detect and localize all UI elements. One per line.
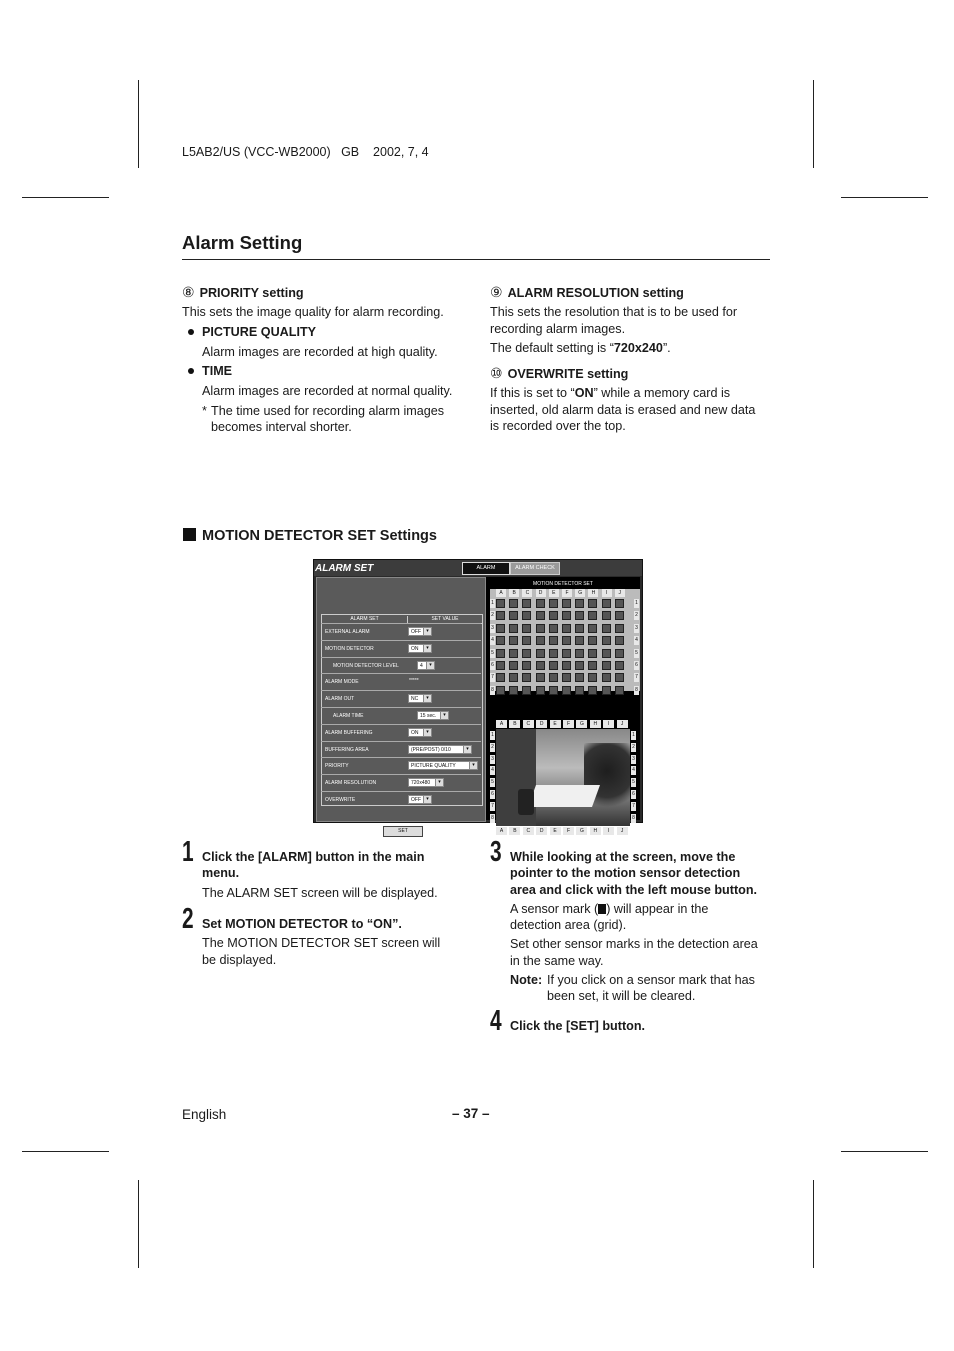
crop-mark bbox=[22, 197, 109, 198]
grid-column-label: D bbox=[536, 589, 546, 597]
step-desc: be displayed. bbox=[202, 952, 277, 967]
preview-column-label: B bbox=[509, 720, 520, 728]
setting-label: ALARM RESOLUTION bbox=[325, 780, 377, 787]
detection-cell[interactable] bbox=[536, 599, 545, 608]
preview-row-label: 6 bbox=[491, 791, 494, 797]
setting-value: 720x480 bbox=[411, 780, 431, 787]
setting-select[interactable] bbox=[408, 745, 472, 754]
crop-mark bbox=[138, 1180, 139, 1268]
setting-label: BUFFERING AREA bbox=[325, 746, 369, 753]
detection-cell[interactable] bbox=[549, 611, 558, 620]
alarm-settings-panel bbox=[316, 577, 486, 834]
step-title: menu. bbox=[202, 866, 240, 881]
grid-row-label: 7 bbox=[491, 674, 494, 681]
detection-cell[interactable] bbox=[549, 624, 558, 633]
motion-detector-label: MOTION DETECTOR SET bbox=[533, 581, 593, 587]
grid-column-label: J bbox=[615, 589, 625, 597]
detection-cell[interactable] bbox=[549, 661, 558, 670]
item-number: ⑨ bbox=[490, 284, 503, 300]
detection-cell[interactable] bbox=[602, 599, 611, 608]
option-picture-quality: PICTURE QUALITY bbox=[182, 324, 472, 340]
detection-cell[interactable] bbox=[509, 611, 518, 620]
setting-value: NC bbox=[411, 696, 419, 703]
chevron-down-icon: ▾ bbox=[423, 645, 431, 652]
note-line: The time used for recording alarm images bbox=[211, 403, 445, 418]
detection-cell[interactable] bbox=[602, 611, 611, 620]
alarm-resolution-default: The default setting is “720x240”. bbox=[490, 340, 671, 355]
preview-column-label: G bbox=[576, 827, 587, 835]
bullet-icon bbox=[188, 329, 194, 335]
detection-cell[interactable] bbox=[588, 673, 597, 682]
preview-row-label: 1 bbox=[632, 732, 635, 738]
page-number: – 37 – bbox=[452, 1106, 490, 1121]
preview-row-label: 7 bbox=[632, 802, 635, 809]
detection-cell[interactable] bbox=[602, 686, 611, 695]
detection-cell[interactable] bbox=[602, 624, 611, 633]
settings-row bbox=[321, 741, 481, 758]
detection-cell[interactable] bbox=[496, 649, 505, 658]
sensor-mark-icon bbox=[598, 904, 606, 914]
overwrite-desc: inserted, old alarm data is erased and new data bbox=[490, 402, 756, 417]
grid-column-label: A bbox=[496, 589, 506, 597]
detection-cell[interactable] bbox=[562, 599, 571, 608]
detection-cell[interactable] bbox=[522, 673, 531, 682]
preview-row-label: 4 bbox=[491, 767, 494, 774]
chevron-down-icon: ▾ bbox=[423, 729, 431, 736]
settings-row bbox=[321, 707, 481, 724]
setting-value: 4 bbox=[420, 662, 423, 669]
setting-select[interactable] bbox=[408, 644, 432, 653]
setting-label: OVERWRITE bbox=[325, 797, 356, 803]
detection-cell[interactable] bbox=[615, 611, 624, 620]
detection-cell[interactable] bbox=[536, 673, 545, 682]
preview-row-label: 2 bbox=[491, 743, 494, 750]
grid-row-label: 8 bbox=[635, 686, 638, 693]
detection-cell[interactable] bbox=[615, 673, 624, 682]
detection-cell[interactable] bbox=[496, 599, 505, 608]
detection-cell[interactable] bbox=[536, 624, 545, 633]
chevron-down-icon: ▾ bbox=[469, 762, 477, 769]
title-rule bbox=[182, 259, 770, 260]
detection-cell[interactable] bbox=[602, 636, 611, 645]
alarm-resolution-heading: ⑨ ALARM RESOLUTION setting bbox=[490, 284, 684, 300]
step-4: Click the [SET] button. bbox=[510, 1019, 646, 1033]
note-line: If you click on a sensor mark that has bbox=[547, 973, 755, 988]
preview-row-label: 6 bbox=[632, 791, 635, 797]
detection-cell[interactable] bbox=[496, 624, 505, 633]
chevron-down-icon: ▾ bbox=[463, 746, 471, 753]
setting-label: MOTION DETECTOR LEVEL bbox=[333, 662, 399, 669]
step-title: area and click with the left mouse button. bbox=[510, 882, 758, 897]
detection-cell[interactable] bbox=[549, 636, 558, 645]
preview-column-label: E bbox=[550, 827, 561, 835]
grid-column-label: F bbox=[562, 589, 572, 597]
detection-cell[interactable] bbox=[615, 636, 624, 645]
chevron-down-icon: ▾ bbox=[435, 779, 443, 786]
detection-cell[interactable] bbox=[562, 636, 571, 645]
preview-column-label: J bbox=[617, 827, 628, 835]
detection-cell[interactable] bbox=[522, 636, 531, 645]
detection-cell[interactable] bbox=[588, 686, 597, 695]
setting-value: 15 sec. bbox=[420, 713, 437, 719]
detection-cell[interactable] bbox=[536, 686, 545, 695]
preview-column-label: B bbox=[509, 827, 520, 835]
preview-column-label: I bbox=[603, 827, 614, 835]
setting-select[interactable] bbox=[408, 761, 478, 770]
step-title: Click the [ALARM] button in the main bbox=[202, 850, 425, 864]
preview-chair bbox=[518, 789, 534, 815]
preview-column-label: E bbox=[550, 720, 561, 728]
preview-column-label: J bbox=[617, 720, 628, 728]
detection-cell[interactable] bbox=[496, 661, 505, 670]
detection-cell[interactable] bbox=[509, 636, 518, 645]
detection-cell[interactable] bbox=[496, 611, 505, 620]
preview-column-label: D bbox=[536, 720, 547, 728]
detection-cell[interactable] bbox=[536, 636, 545, 645]
preview-column-label: A bbox=[496, 827, 507, 835]
alarm-resolution-desc: This sets the resolution that is to be used for bbox=[490, 305, 738, 320]
grid-row-label: 5 bbox=[635, 649, 638, 656]
step-number: 4 bbox=[490, 1005, 502, 1037]
col-alarm-set: ALARM SET bbox=[322, 616, 408, 624]
detection-cell[interactable] bbox=[549, 649, 558, 658]
tab-alarm-check[interactable]: ALARM CHECK bbox=[510, 562, 560, 575]
detection-cell[interactable] bbox=[575, 649, 584, 658]
note-line: becomes interval shorter. bbox=[211, 420, 352, 435]
detection-cell[interactable] bbox=[522, 649, 531, 658]
note-label: Note: bbox=[510, 973, 543, 988]
grid-column-label: C bbox=[522, 589, 532, 597]
overwrite-desc: is recorded over the top. bbox=[490, 419, 626, 434]
step-number: 2 bbox=[182, 903, 194, 935]
step-title: While looking at the screen, move the bbox=[510, 850, 736, 864]
detection-cell[interactable] bbox=[588, 661, 597, 670]
setting-select[interactable] bbox=[417, 661, 435, 670]
setting-value: OFF bbox=[411, 629, 421, 635]
preview-column-label: H bbox=[590, 720, 601, 728]
detection-cell[interactable] bbox=[509, 673, 518, 682]
setting-label: ALARM OUT bbox=[325, 696, 355, 703]
grid-column-label: E bbox=[549, 589, 559, 597]
detection-cell[interactable] bbox=[522, 624, 531, 633]
grid-row-label: 6 bbox=[635, 662, 638, 668]
motion-detector-title: MOTION DETECTOR SET Settings bbox=[183, 528, 437, 544]
detection-cell[interactable] bbox=[562, 624, 571, 633]
setting-select[interactable] bbox=[408, 728, 432, 737]
overwrite-desc: If this is set to “ON” while a memory card is bbox=[490, 386, 731, 401]
footer-language: English bbox=[182, 1107, 227, 1122]
settings-row bbox=[321, 673, 481, 690]
alarm-set-screenshot bbox=[313, 559, 643, 834]
detection-cell[interactable] bbox=[615, 661, 624, 670]
setting-select[interactable] bbox=[408, 778, 444, 787]
alarm-resolution-desc: recording alarm images. bbox=[490, 321, 626, 336]
detection-cell[interactable] bbox=[496, 636, 505, 645]
tab-alarm[interactable]: ALARM bbox=[462, 562, 510, 575]
preview-row-label: 7 bbox=[491, 802, 494, 809]
settings-row bbox=[321, 640, 481, 657]
item-number: ⑩ bbox=[490, 365, 503, 382]
grid-row-label: 5 bbox=[491, 649, 494, 656]
detection-cell[interactable] bbox=[536, 661, 545, 670]
crop-mark bbox=[813, 80, 814, 168]
chevron-down-icon: ▾ bbox=[423, 628, 431, 635]
priority-heading: ⑧ PRIORITY setting bbox=[182, 284, 304, 300]
setting-select[interactable] bbox=[408, 795, 432, 804]
detection-cell[interactable] bbox=[522, 661, 531, 670]
settings-row bbox=[321, 724, 481, 741]
grid-row-label: 3 bbox=[635, 624, 638, 631]
detection-cell[interactable] bbox=[509, 599, 518, 608]
step-desc: detection area (grid). bbox=[510, 918, 627, 933]
detection-cell[interactable] bbox=[588, 599, 597, 608]
detection-cell[interactable] bbox=[575, 611, 584, 620]
detection-cell[interactable] bbox=[496, 686, 505, 695]
option-picture-quality-desc: Alarm images are recorded at high quality. bbox=[202, 344, 438, 359]
detection-cell[interactable] bbox=[509, 686, 518, 695]
settings-row bbox=[321, 791, 481, 808]
grid-row-label: 8 bbox=[491, 686, 494, 693]
setting-value: PICTURE QUALITY bbox=[411, 763, 456, 770]
step-2 bbox=[202, 916, 472, 968]
setting-label: MOTION DETECTOR bbox=[325, 645, 374, 652]
chevron-down-icon: ▾ bbox=[423, 796, 431, 803]
priority-desc: This sets the image quality for alarm recording. bbox=[182, 305, 444, 320]
grid-column-label: G bbox=[575, 589, 585, 597]
preview-column-label: G bbox=[576, 720, 587, 728]
preview-row-label: 3 bbox=[491, 755, 494, 762]
preview-row-label: 2 bbox=[632, 743, 635, 750]
grid-row-label: 7 bbox=[635, 674, 638, 681]
option-time: TIME bbox=[182, 363, 472, 379]
option-time-desc: Alarm images are recorded at normal quality. bbox=[202, 384, 453, 399]
setting-select[interactable] bbox=[408, 694, 432, 703]
preview-column-label: A bbox=[496, 720, 507, 728]
grid-column-label: B bbox=[509, 589, 519, 597]
settings-row bbox=[321, 757, 481, 774]
step-note bbox=[510, 972, 780, 1005]
detection-cell[interactable] bbox=[509, 661, 518, 670]
step-desc: Set other sensor marks in the detection area bbox=[510, 937, 758, 952]
preview-row-label: 8 bbox=[632, 814, 635, 821]
preview-column-label: D bbox=[536, 827, 547, 835]
detection-cell[interactable] bbox=[588, 649, 597, 658]
detection-cell[interactable] bbox=[575, 624, 584, 633]
detection-cell[interactable] bbox=[522, 611, 531, 620]
step-number: 1 bbox=[182, 836, 194, 868]
crop-mark bbox=[813, 1180, 814, 1268]
note-asterisk: * bbox=[202, 403, 207, 418]
step-3 bbox=[510, 849, 780, 1005]
step-desc: The ALARM SET screen will be displayed. bbox=[202, 885, 438, 900]
detection-cell[interactable] bbox=[536, 649, 545, 658]
detection-cell[interactable] bbox=[575, 686, 584, 695]
step-title: pointer to the motion sensor detection bbox=[510, 866, 741, 881]
setting-value: ON bbox=[411, 645, 419, 652]
detection-cell[interactable] bbox=[562, 661, 571, 670]
motion-detector-grid[interactable] bbox=[490, 589, 640, 691]
detection-cell[interactable] bbox=[509, 624, 518, 633]
chevron-down-icon: ▾ bbox=[440, 712, 448, 719]
preview-table bbox=[528, 785, 600, 807]
preview-column-label: C bbox=[523, 720, 534, 728]
preview-row-label: 5 bbox=[632, 779, 635, 786]
step-desc: in the same way. bbox=[510, 953, 604, 968]
step-1 bbox=[202, 849, 472, 901]
crop-mark bbox=[841, 197, 928, 198]
preview-column-label: F bbox=[563, 827, 574, 835]
setting-label: EXTERNAL ALARM bbox=[325, 629, 370, 635]
screenshot-title: ALARM SET bbox=[315, 563, 374, 574]
detection-cell[interactable] bbox=[549, 686, 558, 695]
detection-cell[interactable] bbox=[522, 686, 531, 695]
step-desc: The MOTION DETECTOR SET screen will bbox=[202, 936, 441, 951]
preview-column-label: F bbox=[563, 720, 574, 728]
motion-detector-panel bbox=[486, 577, 640, 834]
detection-cell[interactable] bbox=[615, 599, 624, 608]
grid-column-label: I bbox=[602, 589, 612, 597]
detection-cell[interactable] bbox=[602, 649, 611, 658]
screenshot-titlebar bbox=[314, 560, 642, 576]
setting-label: PRIORITY bbox=[325, 763, 349, 770]
preview-row-label: 3 bbox=[632, 755, 635, 762]
detection-cell[interactable] bbox=[522, 599, 531, 608]
step-title: Set MOTION DETECTOR to “ON”. bbox=[202, 917, 402, 931]
preview-row-label: 5 bbox=[491, 779, 494, 786]
setting-value: OFF bbox=[411, 797, 421, 803]
step-desc: A sensor mark ( ) will appear in the bbox=[510, 901, 709, 916]
settings-row bbox=[321, 690, 481, 707]
preview-column-label: H bbox=[590, 827, 601, 835]
preview-column-label: C bbox=[523, 827, 534, 835]
detection-cell[interactable] bbox=[575, 599, 584, 608]
detection-cell[interactable] bbox=[549, 599, 558, 608]
detection-cell[interactable] bbox=[588, 636, 597, 645]
preview-row-label: 8 bbox=[491, 814, 494, 821]
section-title: Alarm Setting bbox=[182, 232, 303, 253]
setting-select[interactable] bbox=[417, 711, 449, 720]
note-line: been set, it will be cleared. bbox=[547, 989, 696, 1004]
setting-label: ALARM TIME bbox=[333, 713, 364, 719]
detection-cell[interactable] bbox=[496, 673, 505, 682]
crop-mark bbox=[138, 80, 139, 168]
alarm-resolution-section bbox=[490, 284, 780, 434]
square-bullet-icon bbox=[183, 528, 196, 541]
chevron-down-icon: ▾ bbox=[426, 662, 434, 669]
detection-cell[interactable] bbox=[575, 636, 584, 645]
detection-cell[interactable] bbox=[536, 611, 545, 620]
priority-note bbox=[182, 403, 472, 436]
settings-row bbox=[321, 623, 481, 640]
grid-row-label: 2 bbox=[491, 612, 494, 619]
preview-row-label: 1 bbox=[491, 732, 494, 738]
detection-cell[interactable] bbox=[549, 673, 558, 682]
grid-row-label: 4 bbox=[491, 637, 494, 644]
grid-row-label: 4 bbox=[635, 637, 638, 644]
detection-cell[interactable] bbox=[575, 673, 584, 682]
bullet-icon bbox=[188, 368, 194, 374]
detection-cell[interactable] bbox=[562, 611, 571, 620]
setting-value: ***** bbox=[409, 678, 419, 685]
detection-cell[interactable] bbox=[562, 649, 571, 658]
item-number: ⑧ bbox=[182, 284, 195, 300]
grid-row-label: 1 bbox=[635, 600, 638, 606]
step-number: 3 bbox=[490, 836, 502, 868]
settings-row bbox=[321, 657, 481, 674]
overwrite-heading: ⑩ OVERWRITE setting bbox=[490, 365, 629, 382]
grid-row-label: 6 bbox=[491, 662, 494, 668]
grid-row-label: 2 bbox=[635, 612, 638, 619]
detection-cell[interactable] bbox=[615, 686, 624, 695]
detection-cell[interactable] bbox=[588, 611, 597, 620]
priority-section bbox=[182, 284, 472, 435]
col-set-value: SET VALUE bbox=[408, 616, 482, 624]
grid-row-label: 3 bbox=[491, 624, 494, 631]
detection-cell[interactable] bbox=[615, 649, 624, 658]
setting-select[interactable] bbox=[408, 627, 432, 636]
grid-row-label: 1 bbox=[491, 600, 494, 606]
settings-row bbox=[321, 774, 481, 791]
crop-mark bbox=[22, 1151, 109, 1152]
camera-preview-image bbox=[496, 729, 630, 826]
crop-mark bbox=[841, 1151, 928, 1152]
detection-cell[interactable] bbox=[562, 686, 571, 695]
setting-value: (PRE/POST) 0/10 bbox=[411, 746, 451, 753]
grid-column-label: H bbox=[588, 589, 598, 597]
document-code: L5AB2/US (VCC-WB2000) GB 2002, 7, 4 bbox=[182, 145, 429, 159]
detection-cell[interactable] bbox=[562, 673, 571, 682]
chevron-down-icon: ▾ bbox=[423, 695, 431, 702]
setting-label: ALARM MODE bbox=[325, 679, 359, 686]
detection-cell[interactable] bbox=[602, 661, 611, 670]
preview-column-label: I bbox=[603, 720, 614, 728]
set-button[interactable]: SET bbox=[383, 826, 423, 837]
detection-cell[interactable] bbox=[615, 624, 624, 633]
detection-cell[interactable] bbox=[588, 624, 597, 633]
setting-value: ON bbox=[411, 729, 419, 736]
detection-cell[interactable] bbox=[509, 649, 518, 658]
detection-cell[interactable] bbox=[602, 673, 611, 682]
preview-row-label: 4 bbox=[632, 767, 635, 774]
setting-label: ALARM BUFFERING bbox=[325, 729, 373, 736]
detection-cell[interactable] bbox=[575, 661, 584, 670]
